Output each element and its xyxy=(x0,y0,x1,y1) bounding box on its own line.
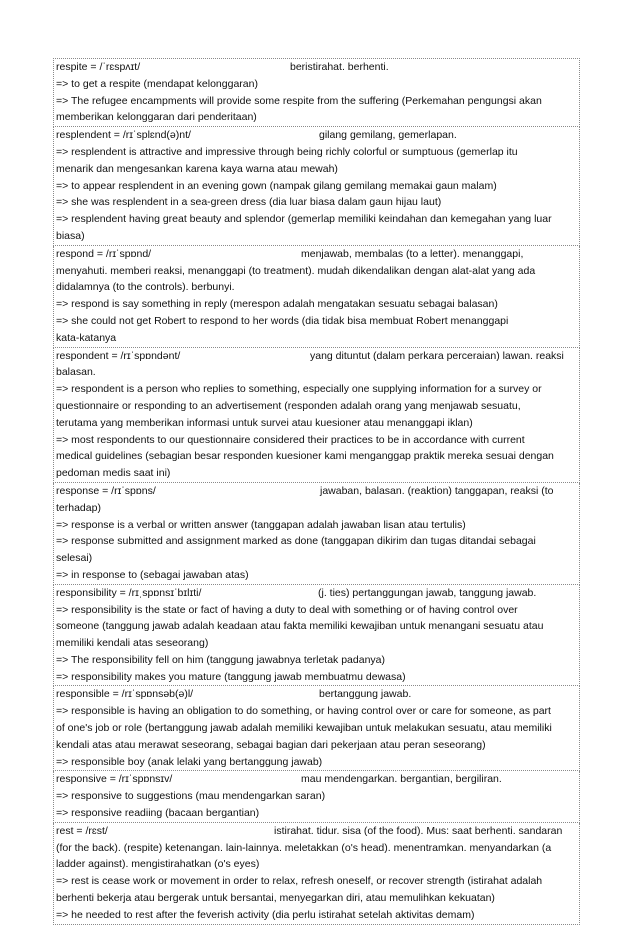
entry-meaning: jawaban, balasan. (reaktion) tanggapan, reaksi (to xyxy=(320,484,554,497)
entry-example-line: => most respondents to our questionnaire considered their practices to be in accordance with current xyxy=(56,433,525,446)
entry-meaning: (j. ties) pertanggungan jawab, tanggung jawab. xyxy=(318,586,537,599)
entry-headline xyxy=(56,59,577,76)
entry-example-line: medical guidelines (sebagian besar responden kuesioner kami menganggap praktik mereka sesuai dengan xyxy=(56,450,554,463)
entry-example-line: kata-katanya xyxy=(56,331,117,344)
entry-example-line: => The responsibility fell on him (tanggung jawabnya terletak padanya) xyxy=(56,653,386,666)
entry-term: rest = /rɛst/ xyxy=(56,824,108,837)
entry-example-line: => responsibility makes you mature (tanggung jawab membuatmu dewasa) xyxy=(56,670,406,683)
entry-example-line: pedoman medis saat ini) xyxy=(56,467,171,480)
entry-example-line: => to get a respite (mendapat kelonggaran) xyxy=(56,77,258,90)
dictionary-entry xyxy=(53,823,580,925)
entry-example-line: => resplendent is attractive and impressive through being richly colorful or sumptuous (gemerlap itu xyxy=(56,145,518,158)
entry-term: responsive = /rɪˈspɒnsɪv/ xyxy=(56,773,173,786)
entry-meaning: beristirahat. berhenti. xyxy=(290,61,389,73)
entry-example-line: => he needed to rest after the feverish activity (dia perlu istirahat setelah aktivitas demam) xyxy=(56,908,475,921)
entry-example-line: => she was resplendent in a sea-green dress (dia luar biasa dalam gaun hijau laut) xyxy=(56,196,442,209)
entry-headline xyxy=(56,348,577,365)
entry-headline xyxy=(56,127,577,144)
entry-example-line: memiliki kendali atas seseorang) xyxy=(56,637,209,650)
entry-meaning: yang dituntut (dalam perkara perceraian) lawan. reaksi xyxy=(310,349,564,362)
entry-term: respondent = /rɪˈspɒndənt/ xyxy=(56,349,181,362)
entry-example-line: berhenti bekerja atau bergerak untuk bersantai, menyegarkan diri, atau memulihkan kekuatan) xyxy=(56,892,495,905)
entry-example-line: => she could not get Robert to respond to her words (dia tidak bisa membuat Robert menanggapi xyxy=(56,314,509,327)
entry-meaning: bertanggung jawab. xyxy=(319,688,412,701)
entry-example-line: biasa) xyxy=(56,229,85,242)
dictionary-entry xyxy=(53,127,580,246)
entry-example-line: => response submitted and assignment marked as done (tanggapan dikirim dan tugas ditandai sebagai xyxy=(56,535,536,548)
entry-meaning: mau mendengarkan. bergantian, bergiliran. xyxy=(301,773,502,786)
entry-term: response = /rɪˈspɒns/ xyxy=(56,484,156,497)
entry-meaning-continued: didalamnya (to the controls). berbunyi. xyxy=(56,281,235,294)
dictionary-entry xyxy=(53,686,580,771)
dictionary-entry xyxy=(53,771,580,822)
entry-example-line: => rest is cease work or movement in order to relax, refresh oneself, or recover strength (istirahat adalah xyxy=(56,875,543,888)
entry-example-line: menarik dan mengesankan karena kaya warna atau mewah) xyxy=(56,162,338,175)
entry-meaning: gilang gemilang, gemerlapan. xyxy=(319,129,457,142)
entry-meaning: menjawab, membalas (to a letter). menanggapi, xyxy=(301,247,524,260)
entry-example-line: => responsible boy (anak lelaki yang bertanggung jawab) xyxy=(56,755,323,768)
entry-example-line: selesai) xyxy=(56,552,93,565)
entry-example-line: => responsibility is the state or fact of having a duty to deal with something or of having control over xyxy=(56,603,518,616)
entry-example-line: => responsive readiing (bacaan bergantian) xyxy=(56,807,260,820)
entry-example-line: => respondent is a person who replies to something, especially one supplying information for a survey or xyxy=(56,383,542,396)
entry-example-line: of one's job or role (bertanggung jawab adalah memiliki kewajiban untuk melakukan sesuatu, atau memiliki xyxy=(56,722,552,735)
entry-term: responsible = /rɪˈspɒnsəb(ə)l/ xyxy=(56,688,194,701)
entry-headline xyxy=(56,585,577,602)
dictionary-entry xyxy=(53,246,580,348)
entry-example-line: terutama yang memberikan informasi untuk survei atau kuesioner atau menanggapi iklan) xyxy=(56,416,473,429)
entry-meaning-continued: ladder against). mengistirahatkan (o's eyes) xyxy=(56,858,260,871)
entry-meaning: istirahat. tidur. sisa (of the food). Mus: saat berhenti. sandaran xyxy=(274,824,563,837)
entry-example-line: => responsible is having an obligation to do something, or having control over or care for someone, as part xyxy=(56,705,551,718)
entry-example-line: => responsive to suggestions (mau mendengarkan saran) xyxy=(56,790,326,803)
entry-example-line: kendali atas atau merawat seseorang, sebagai bagian dari pekerjaan atau peran seseorang) xyxy=(56,738,486,751)
entry-example-line: => to appear resplendent in an evening gown (nampak gilang gemilang memakai gaun malam) xyxy=(56,179,497,192)
entry-meaning-continued: terhadap) xyxy=(56,501,101,514)
entry-example-line: memberikan kelonggaran dari penderitaan) xyxy=(56,111,257,124)
entry-headline xyxy=(56,771,577,788)
entry-term: respond = /rɪˈspɒnd/ xyxy=(56,247,152,260)
entry-example-line: questionnaire or responding to an advertisement (responden adalah orang yang menjawab sesuatu, xyxy=(56,399,521,412)
dictionary-entry xyxy=(53,585,580,687)
entry-meaning-continued: (for the back). (respite) ketenangan. lain-lainnya. meletakkan (o's head). menentramkan. menyandarkan (a xyxy=(56,841,552,854)
entry-headline xyxy=(56,686,577,703)
dictionary-entry xyxy=(53,483,580,585)
dictionary-entry xyxy=(53,58,580,127)
entry-meaning-continued: menyahuti. memberi reaksi, menanggapi (to treatment). mudah dikendalikan dengan alat-alat yang ada xyxy=(56,264,536,277)
entry-example-line: => in response to (sebagai jawaban atas) xyxy=(56,568,249,581)
entry-example-line: => resplendent having great beauty and splendor (gemerlap memiliki keindahan dan kemegahan yang luar xyxy=(56,213,552,226)
entry-headline xyxy=(56,483,577,500)
dictionary-page xyxy=(53,58,580,925)
entry-term: resplendent = /rɪˈsplɛnd(ə)nt/ xyxy=(56,129,191,142)
dictionary-entry xyxy=(53,348,580,483)
entry-headline xyxy=(56,823,577,840)
entry-term: responsibility = /rɪˌspɒnsɪˈbɪlɪti/ xyxy=(56,586,202,599)
entry-example-line: someone (tanggung jawab adalah keadaan atau fakta memiliki kewajiban untuk menangani sesuatu atau xyxy=(56,620,544,633)
entry-example-line: => respond is say something in reply (merespon adalah mengatakan sesuatu sebagai balasan) xyxy=(56,298,498,311)
entry-example-line: => The refugee encampments will provide some respite from the suffering (Perkemahan pengungsi akan xyxy=(56,94,542,107)
entry-term: respite = /ˈrɛspʌɪt/ xyxy=(56,61,141,73)
entry-meaning-continued: balasan. xyxy=(56,366,96,379)
entry-example-line: => response is a verbal or written answer (tanggapan adalah jawaban lisan atau tertulis) xyxy=(56,518,466,531)
entry-headline xyxy=(56,246,577,263)
